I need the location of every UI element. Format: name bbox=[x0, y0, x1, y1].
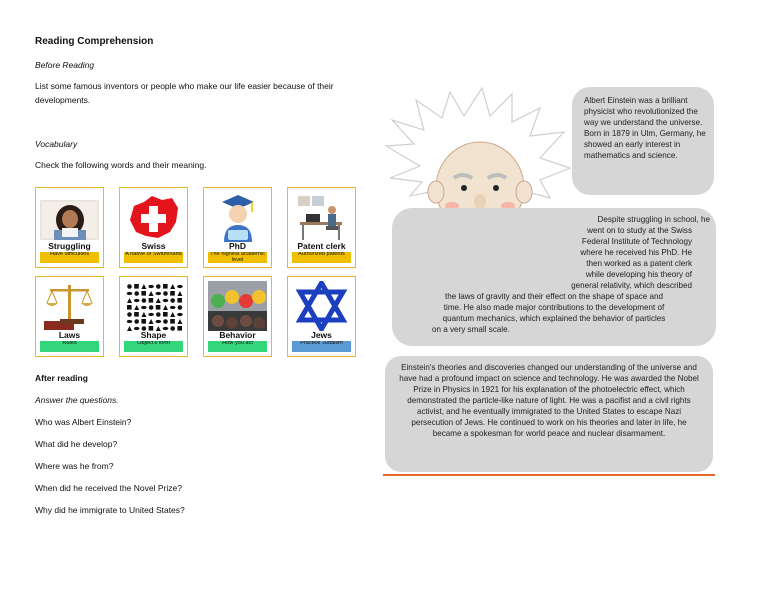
vocab-word: Patent clerk bbox=[297, 241, 346, 251]
vocab-meaning: How you act bbox=[208, 341, 267, 352]
question-item: Where was he from? bbox=[35, 461, 114, 471]
question-item: When did he received the Novel Prize? bbox=[35, 483, 182, 493]
bubble-line: while developing his theory of bbox=[585, 270, 692, 279]
divider-line bbox=[383, 474, 715, 476]
vocab-word: Struggling bbox=[48, 241, 91, 251]
scales-of-justice-icon bbox=[40, 281, 99, 331]
story-bubble-legacy bbox=[385, 356, 713, 472]
office-clerk-icon bbox=[292, 192, 351, 242]
page-title: Reading Comprehension bbox=[35, 36, 154, 47]
vocab-card-jews bbox=[287, 276, 356, 357]
question-item: Who was Albert Einstein? bbox=[35, 417, 132, 427]
vocab-word: Swiss bbox=[141, 241, 166, 251]
before-reading-text: List some famous inventors or people who make our life easier because of their developments. bbox=[35, 81, 334, 105]
vocab-word: Laws bbox=[58, 330, 81, 340]
after-reading-heading: After reading bbox=[35, 373, 88, 383]
bubble-line: time. He also made major contributions to the development of bbox=[443, 303, 665, 312]
story-bubble-intro bbox=[572, 87, 714, 195]
bubble-line: general relativity, which described bbox=[571, 281, 692, 290]
question-item: What did he develop? bbox=[35, 439, 118, 449]
graduate-icon bbox=[208, 192, 267, 242]
bubble-line: where he received his PhD. He bbox=[580, 248, 692, 257]
vocab-word: PhD bbox=[229, 241, 246, 251]
vocab-card-behavior bbox=[203, 276, 272, 357]
vocab-meaning: The highest academic level bbox=[208, 252, 267, 263]
vocab-card-shape bbox=[119, 276, 188, 357]
vocabulary-heading: Vocabulary bbox=[35, 139, 78, 149]
vocab-word: Behavior bbox=[219, 330, 256, 340]
star-of-david-icon bbox=[292, 281, 351, 331]
vocab-meaning: Have difficulties bbox=[40, 252, 99, 263]
bubble-line: went on to study at the Swiss bbox=[587, 226, 692, 235]
vocab-word: Jews bbox=[311, 330, 332, 340]
before-reading-heading: Before Reading bbox=[35, 60, 95, 70]
bubble-line: then worked as a patent clerk bbox=[586, 259, 692, 268]
vocab-card-patent-clerk bbox=[287, 187, 356, 268]
shapes-pattern-icon bbox=[124, 281, 183, 331]
vocab-card-swiss bbox=[119, 187, 188, 268]
swiss-map-flag-icon bbox=[124, 192, 183, 242]
bubble-line: the laws of gravity and their effect on the shape of space and bbox=[444, 292, 664, 301]
vocabulary-instructions: Check the following words and their meaning. bbox=[35, 160, 207, 170]
girl-with-book-icon bbox=[40, 192, 99, 242]
vocab-meaning: Object's form bbox=[124, 341, 183, 352]
bubble-line: on a very small scale. bbox=[432, 325, 510, 334]
vocab-meaning: Rules bbox=[40, 341, 99, 352]
story-bubble-education bbox=[392, 208, 716, 346]
bubble-line: quantum mechanics, which explained the behavior of particles bbox=[442, 314, 666, 323]
emotion-faces-icon bbox=[208, 281, 267, 331]
vocab-meaning: Practice Judaism bbox=[292, 341, 351, 352]
vocab-card-struggling bbox=[35, 187, 104, 268]
vocab-word: Shape bbox=[140, 330, 167, 340]
bubble-line: Federal Institute of Technology bbox=[581, 237, 692, 246]
story-bubble-intro-text: Albert Einstein was a brilliant physicist who revolutionized the way we understand the universe. Born in 1879 in Ulm, Germany, he showed an early interest in mathematics and science. bbox=[584, 96, 706, 160]
bubble-line: Despite struggling in school, he bbox=[597, 215, 710, 224]
vocab-card-phd bbox=[203, 187, 272, 268]
vocab-meaning: Authorized patents bbox=[292, 252, 351, 263]
question-item: Why did he immigrate to United States? bbox=[35, 505, 185, 515]
vocab-card-laws bbox=[35, 276, 104, 357]
story-bubble-legacy-text: Einstein's theories and discoveries changed our understanding of the universe and have had a profound impact on science and technology. He was awarded the Nobel Prize in Physics in 1921 for his explanation of the photoelectric effect, which demonstrated the particle-like nature of light. He was a pacifist and a civil rights activist, and he eventually immigrated to the United States to escape Nazi persecution of Jews. He continued to work on his theories and later in life, he became a spokesman for world peace and nuclear disarmament. bbox=[399, 363, 699, 438]
vocab-meaning: A native of Switzerland bbox=[124, 252, 183, 263]
answer-questions-heading: Answer the questions. bbox=[35, 395, 119, 405]
